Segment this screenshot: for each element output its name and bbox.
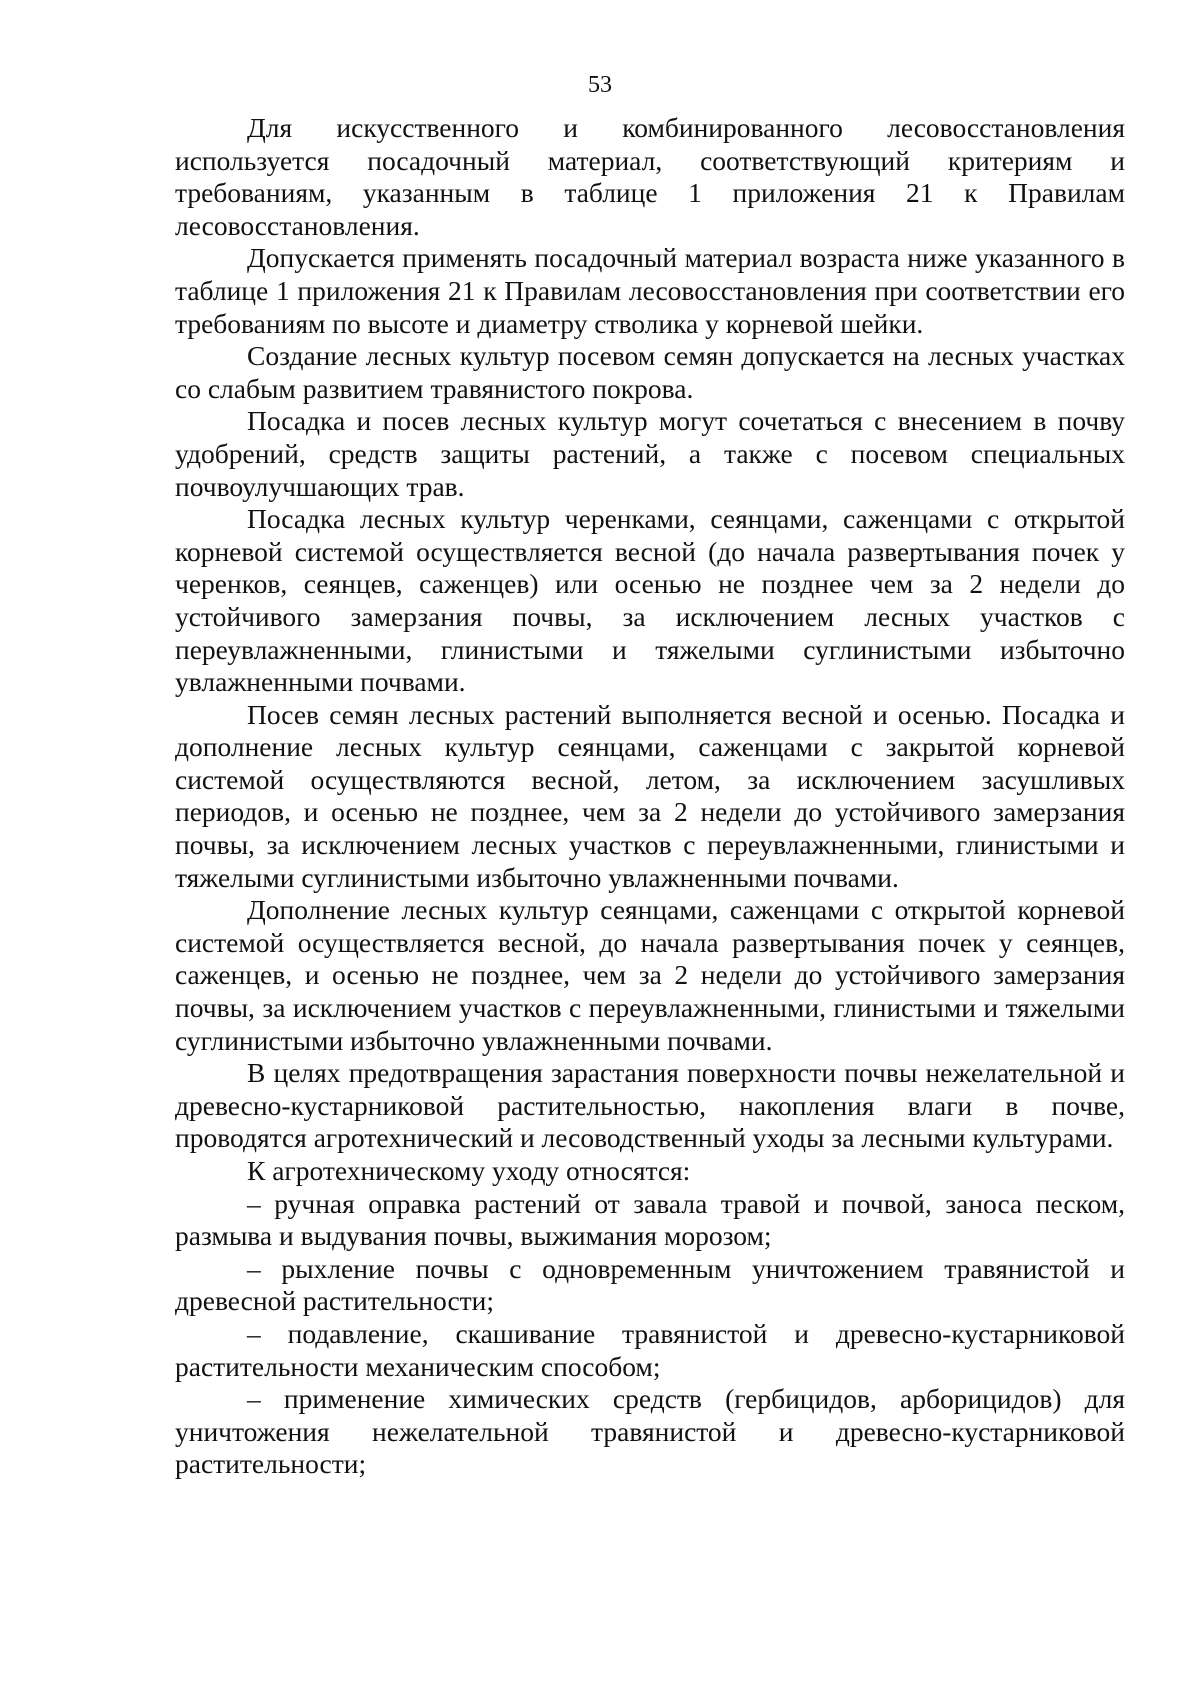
paragraph-fertilizers: Посадка и посев лесных культур могут сочетаться с внесением в почву удобрений, средств защиты растений, а также с посевом специальных почвоулучшающих трав. (175, 405, 1125, 502)
list-item-manual-adjustment: – ручная оправка растений от завала травой и почвой, заноса песком, размыва и выдувания почвы, выжимания морозом; (175, 1187, 1125, 1252)
paragraph-younger-planting-material: Допускается применять посадочный материал возраста ниже указанного в таблице 1 приложения 21 к Правилам лесовосстановления при соответствии его требованиям по высоте и диаметру стволика у корневой шейки. (175, 242, 1125, 339)
list-item-chemical-treatment: – применение химических средств (гербицидов, арборицидов) для уничтожения нежелательной травянистой и древесно-кустарниковой растительности; (175, 1383, 1125, 1480)
list-item-mechanical-suppression: – подавление, скашивание травянистой и древесно-кустарниковой растительности механическим способом; (175, 1317, 1125, 1382)
paragraph-seed-sowing: Создание лесных культур посевом семян допускается на лесных участках со слабым развитием травянистого покрова. (175, 340, 1125, 404)
paragraph-planting-material-requirements: Для искусственного и комбинированного лесовосстановления используется посадочный материал, соответствующий критериям и требованиям, указанным в таблице 1 приложения 21 к Правилам лесовосстановления. (175, 112, 1125, 241)
paragraph-care-purposes: В целях предотвращения зарастания поверхности почвы нежелательной и древесно-кустарниковой растительностью, накопления влаги в почве, проводятся агротехнический и лесоводственный уходы за лесными культурами. (175, 1057, 1125, 1154)
list-item-soil-loosening: – рыхление почвы с одновременным уничтожением травянистой и древесной растительности; (175, 1252, 1125, 1317)
paragraph-closed-root-planting: Посев семян лесных растений выполняется весной и осенью. Посадка и дополнение лесных культур сеянцами, саженцами с закрытой корневой системой осуществляются весной, летом, за исключением засушливых периодов, и осенью не позднее, чем за 2 недели до устойчивого замерзания почвы, за исключением лесных участков с переувлажненными, глинистыми и тяжелыми суглинистыми избыточно увлажненными почвами. (175, 698, 1125, 893)
paragraph-agrotechnical-care-intro: К агротехническому уходу относятся: (247, 1155, 691, 1186)
page-number: 53 (588, 72, 612, 98)
paragraph-supplementing-cultures: Дополнение лесных культур сеянцами, саженцами с открытой корневой системой осуществляется весной, до начала развертывания почек у сеянцев, саженцев, и осенью не позднее, чем за 2 недели до устойчивого замерзания почвы, за исключением участков с переувлажненными, глинистыми и тяжелыми суглинистыми избыточно увлажненными почвами. (175, 894, 1125, 1056)
document-body (175, 112, 1125, 1481)
paragraph-open-root-planting: Посадка лесных культур черенками, сеянцами, саженцами с открытой корневой системой осуществляется весной (до начала развертывания почек у черенков, сеянцев, саженцев) или осенью не позднее чем за 2 недели до устойчивого замерзания почвы, за исключением лесных участков с переувлажненными, глинистыми и тяжелыми суглинистыми избыточно увлажненными почвами. (175, 503, 1125, 698)
